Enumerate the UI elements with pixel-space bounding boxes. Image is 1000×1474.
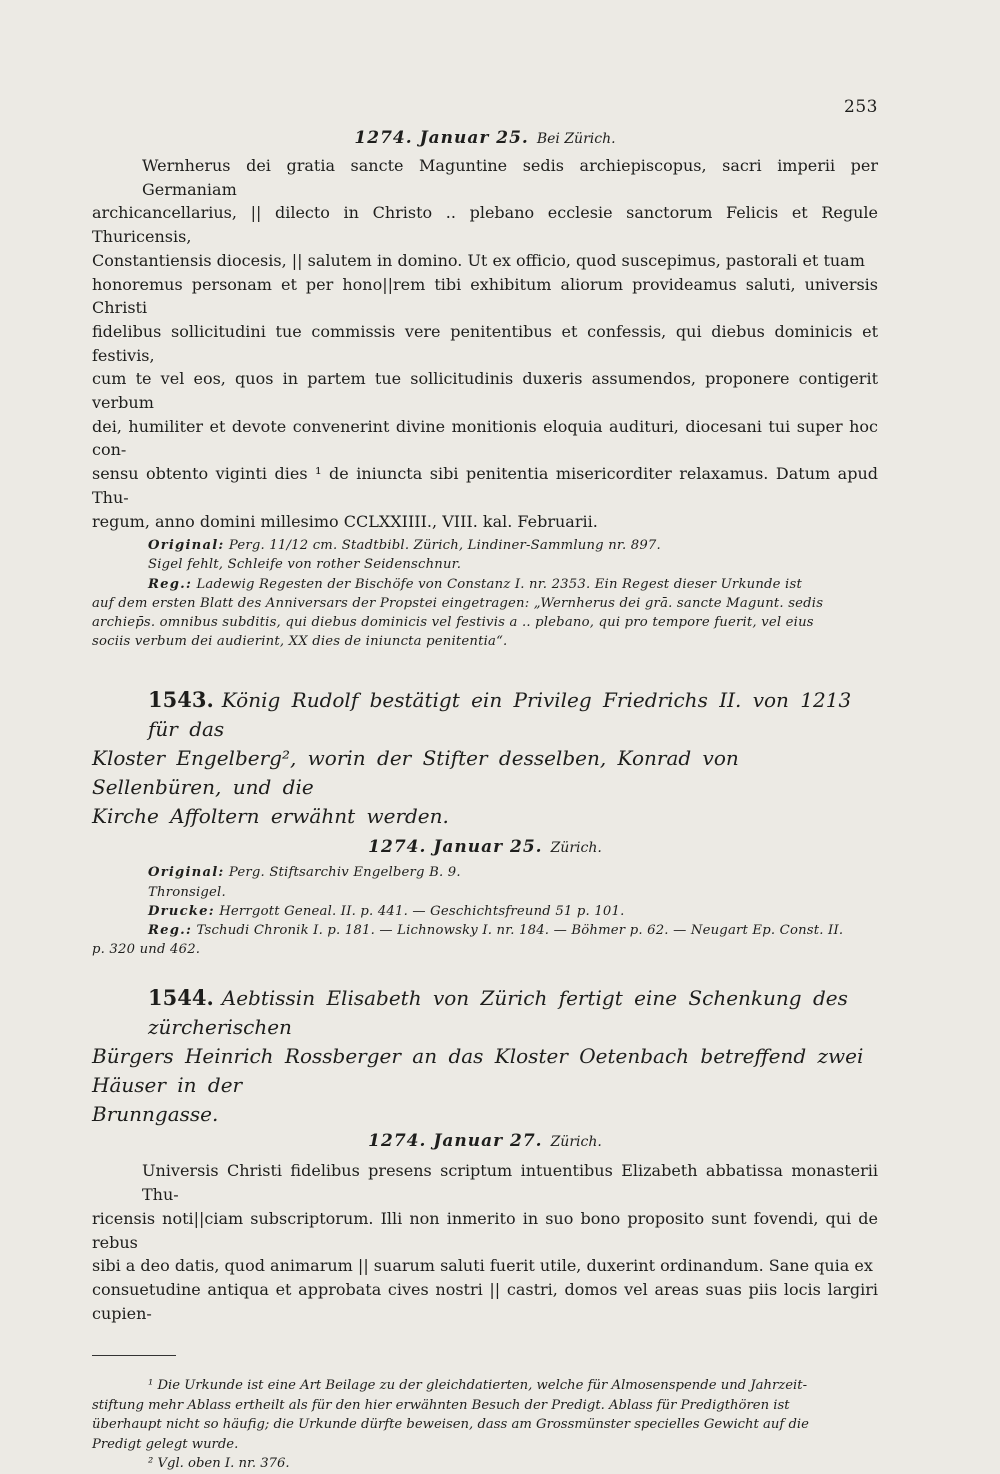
body-line: sibi a deo datis, quod animarum || suarum saluti fuerit utile, duxerint ordinandum. Sane quia ex <box>92 1256 873 1276</box>
body-line: sensu obtento viginti dies ¹ de iniuncta sibi penitentia misericorditer relaxamus. Datum apud Thu- <box>92 464 878 507</box>
entry-heading-line <box>92 983 878 1042</box>
body-line: honoremus personam et per hono||rem tibi exhibitum aliorum provideamus saluti, universis Christi <box>92 274 878 318</box>
note-line: Sigel fehlt, Schleife von rother Seidenschnur. <box>148 557 462 573</box>
entry-heading-text: Aebtissin Elisabeth von Zürich fertigt eine Schenkung des zürcherischen <box>148 986 848 1040</box>
source-notes <box>92 863 878 959</box>
note-text: Herrgott Geneal. II. p. 441. — Geschichtsfreund 51 p. 101. <box>219 903 625 919</box>
note-line <box>92 575 878 594</box>
entry-number: 1544. <box>148 985 214 1011</box>
entry-heading-text: König Rudolf bestätigt ein Privileg Friedrichs II. von 1213 für das <box>148 688 852 742</box>
footnote-line: überhaupt nicht so häufig; die Urkunde dürfte beweisen, dass am Grossmünster specielles Gewicht auf die <box>92 1417 809 1433</box>
note-line <box>92 902 878 921</box>
note-label: Original: <box>148 865 225 881</box>
document-body <box>92 1159 878 1325</box>
note-line: archiep̄s. omnibus subditis, qui diebus dominicis vel festivis a .. plebano, qui pro tempore fuerit, vel eius <box>92 615 814 631</box>
entry-heading-line: Bürgers Heinrich Rossberger an das Kloster Oetenbach betreffend zwei Häuser in der <box>92 1044 864 1098</box>
note-label: Original: <box>148 538 225 554</box>
note-line <box>92 536 878 555</box>
dateline-date: 1274. Januar 27. <box>368 1131 543 1152</box>
note-text: Perg. Stiftsarchiv Engelberg B. 9. <box>228 865 461 881</box>
entry-number: 1543. <box>148 687 214 713</box>
body-line: fidelibus sollicitudini tue commissis vere penitentibus et confessis, qui diebus dominicis et festivis, <box>92 321 878 365</box>
entry-heading-line: Brunngasse. <box>92 1102 219 1127</box>
body-line: Constantiensis diocesis, || salutem in domino. Ut ex officio, quod suscepimus, pastorali et tuam <box>92 250 865 270</box>
footnote-line: ¹ Die Urkunde ist eine Art Beilage zu der gleichdatierten, welche für Almosenspende und Jahrzeit- <box>148 1378 808 1394</box>
note-text: Perg. 11/12 cm. Stadtbibl. Zürich, Lindiner-Sammlung nr. 897. <box>228 538 661 554</box>
note-line: p. 320 und 462. <box>92 942 201 958</box>
dateline-place: Zürich. <box>550 840 602 857</box>
note-line: sociis verbum dei audierint, XX dies de iniuncta penitentia“. <box>92 634 508 650</box>
dateline-date: 1274. Januar 25. <box>368 837 543 858</box>
body-line: regum, anno domini millesimo CCLXXIIII., VIII. kal. Februarii. <box>92 511 598 531</box>
entry-heading-1543 <box>92 685 878 831</box>
note-label: Drucke: <box>148 903 215 919</box>
page-number: 253 <box>844 97 878 117</box>
note-label: Reg.: <box>148 923 193 939</box>
dateline-place: Bei Zürich. <box>536 131 616 147</box>
note-text: Ladewig Regesten der Bischöfe von Constanz I. nr. 2353. Ein Regest dieser Urkunde ist <box>196 576 802 592</box>
dateline <box>92 837 878 857</box>
note-line: Thronsigel. <box>148 884 226 900</box>
body-line: ricensis noti||ciam subscriptorum. Illi non inmerito in suo bono proposito sunt fovendi, qui de rebus <box>92 1208 878 1252</box>
dateline-date: 1274. Januar 25. <box>354 128 529 148</box>
entry-heading-line: Kirche Affoltern erwähnt werden. <box>92 804 449 829</box>
note-line: auf dem ersten Blatt des Anniversars der Propstei eingetragen: „Wernherus dei grā. sancte Magunt. sedis <box>92 595 824 611</box>
body-line: cum te vel eos, quos in partem tue sollicitudinis duxeris assumendos, proponere contigerit verbum <box>92 369 878 413</box>
dateline <box>92 1131 878 1151</box>
body-line: dei, humiliter et devote convenerint divine monitionis eloquia audituri, diocesani tui super hoc con- <box>92 416 878 460</box>
source-notes <box>92 536 878 651</box>
footnote-line: Predigt gelegt wurde. <box>92 1436 239 1452</box>
note-label: Reg.: <box>148 576 193 592</box>
page-content <box>92 128 878 1474</box>
body-line: consuetudine antiqua et approbata cives nostri || castri, domos vel areas suas piis locis largiri cupien- <box>92 1280 878 1323</box>
dateline-place: Zürich. <box>550 1134 602 1151</box>
body-line: Wernherus dei gratia sancte Maguntine sedis archiepiscopus, sacri imperii per Germaniam <box>142 156 878 199</box>
footnote-line: ² Vgl. oben I. nr. 376. <box>148 1456 290 1472</box>
body-line: archicancellarius, || dilecto in Christo .. plebano ecclesie sanctorum Felicis et Regule Thuricensis, <box>92 203 878 247</box>
note-text: Tschudi Chronik I. p. 181. — Lichnowsky I. nr. 184. — Böhmer p. 62. — Neugart Ep. Const. II. <box>196 923 844 939</box>
dateline <box>92 128 878 148</box>
note-line <box>92 863 878 882</box>
entry-heading-line <box>92 685 878 744</box>
document-body <box>92 154 878 533</box>
entry-heading-line: Kloster Engelberg², worin der Stifter desselben, Konrad von Sellenbüren, und die <box>92 746 739 800</box>
note-line <box>92 921 878 940</box>
footnotes <box>92 1376 878 1474</box>
footnote-line: stiftung mehr Ablass ertheilt als für den hier erwähnten Besuch der Predigt. Ablass für Predigthören ist <box>92 1397 790 1413</box>
body-line: Universis Christi fidelibus presens scriptum intuentibus Elizabeth abbatissa monasterii Thu- <box>142 1161 878 1205</box>
entry-heading-1544 <box>92 983 878 1129</box>
